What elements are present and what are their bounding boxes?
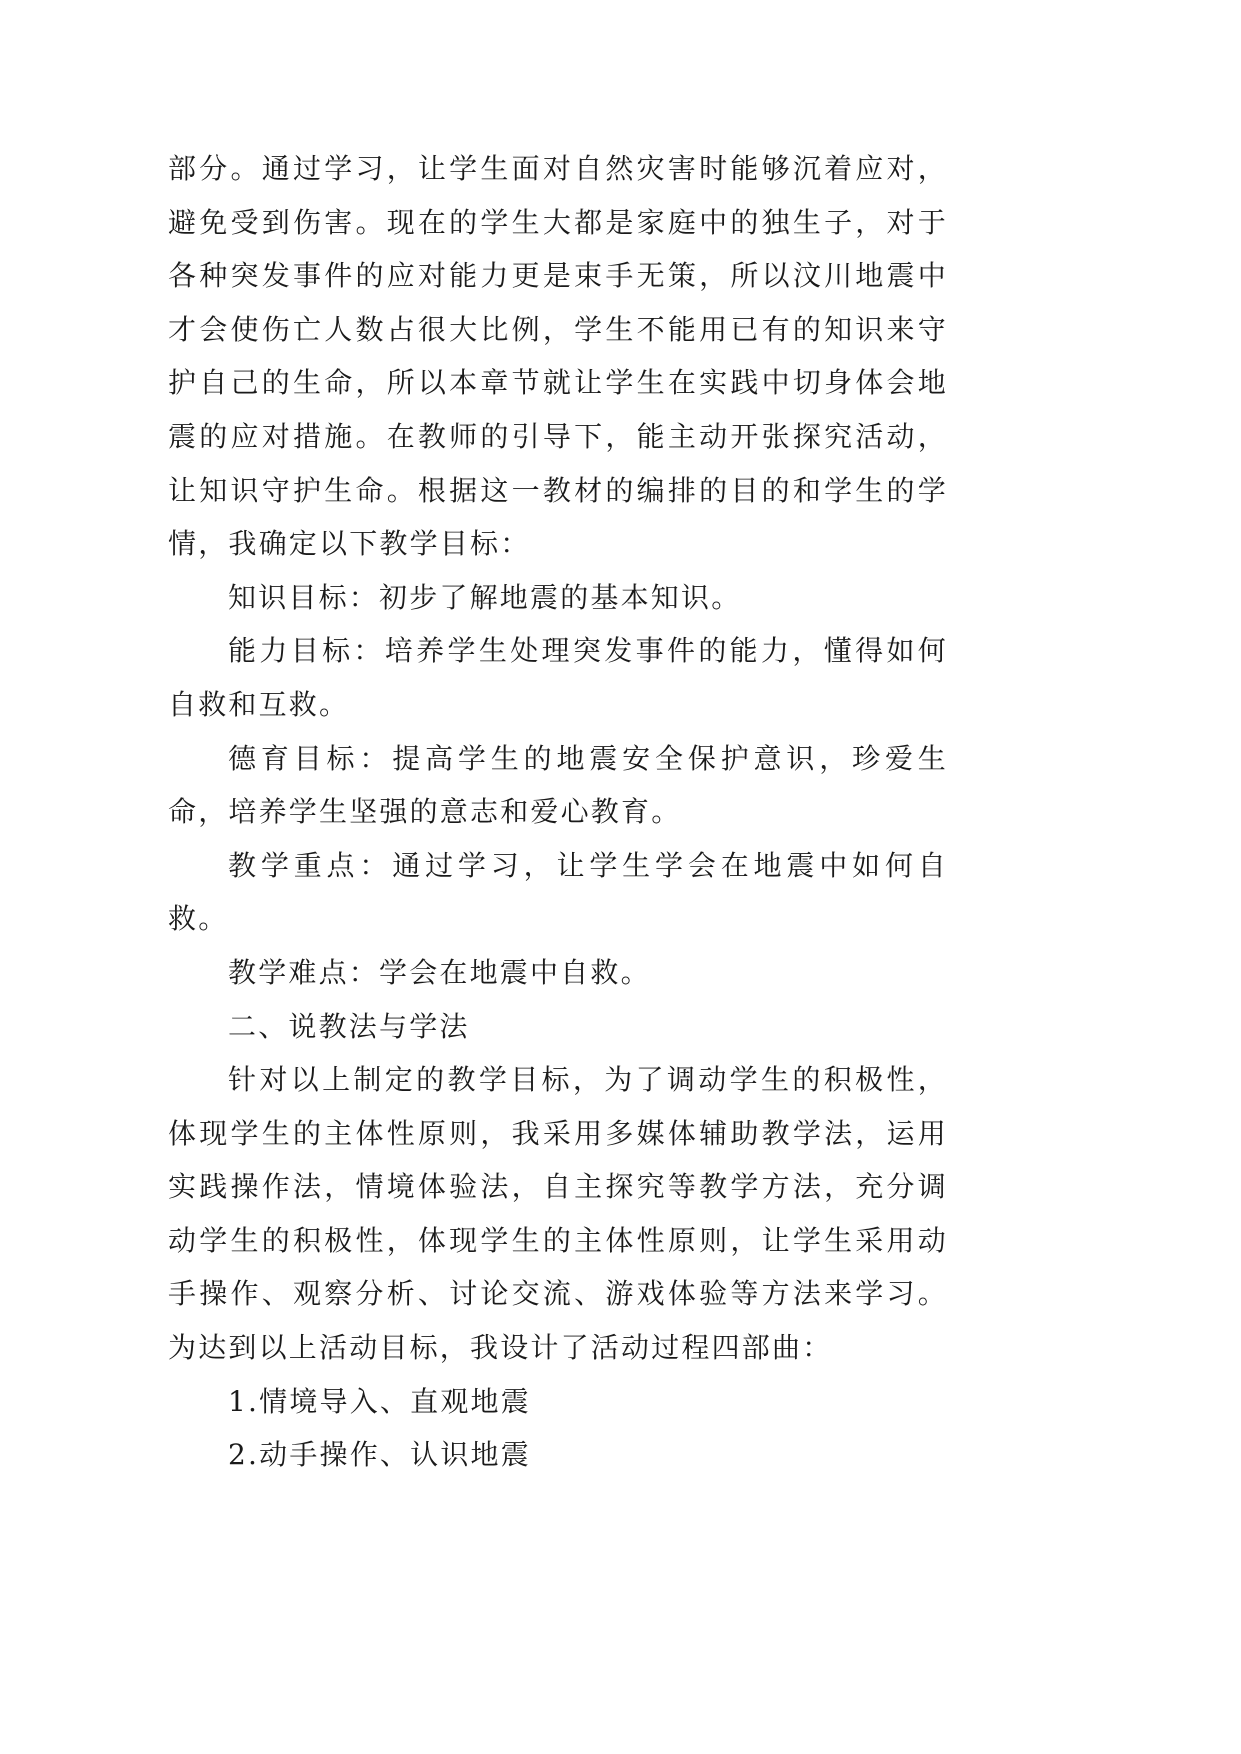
paragraph-methods: 针对以上制定的教学目标，为了调动学生的积极性，体现学生的主体性原则，我采用多媒体辅助教学法，运用实践操作法，情境体验法，自主探究等教学方法，充分调动学生的积极性，体现学生的主体性原则，让学生采用动手操作、观察分析、讨论交流、游戏体验等方法来学习。为达到以上活动目标，我设计了活动过程四部曲： xyxy=(168,1063,948,1365)
paragraph-moral-goal: 德育目标：提高学生的地震安全保护意识，珍爱生命，培养学生坚强的意志和爱心教育。 xyxy=(168,741,948,829)
section-heading-methods: 二、说教法与学法 xyxy=(228,1009,470,1043)
document-body xyxy=(168,142,948,1482)
paragraph-teaching-difficulty: 教学难点：学会在地震中自救。 xyxy=(228,955,651,989)
paragraph-knowledge-goal: 知识目标：初步了解地震的基本知识。 xyxy=(228,580,742,614)
list-item-step-2: 2.动手操作、认识地震 xyxy=(228,1438,531,1472)
list-item-step-1: 1.情境导入、直观地震 xyxy=(228,1384,531,1418)
paragraph-continued-intro: 部分。通过学习，让学生面对自然灾害时能够沉着应对，避免受到伤害。现在的学生大都是家庭中的独生子，对于各种突发事件的应对能力更是束手无策，所以汶川地震中才会使伤亡人数占很大比例，学生不能用已有的知识来守护自己的生命，所以本章节就让学生在实践中切身体会地震的应对措施。在教师的引导下，能主动开张探究活动，让知识守护生命。根据这一教材的编排的目的和学生的学情，我确定以下教学目标： xyxy=(168,152,948,561)
paragraph-teaching-focus: 教学重点：通过学习，让学生学会在地震中如何自救。 xyxy=(168,848,948,936)
paragraph-ability-goal: 能力目标：培养学生处理突发事件的能力，懂得如何自救和互救。 xyxy=(168,634,948,721)
